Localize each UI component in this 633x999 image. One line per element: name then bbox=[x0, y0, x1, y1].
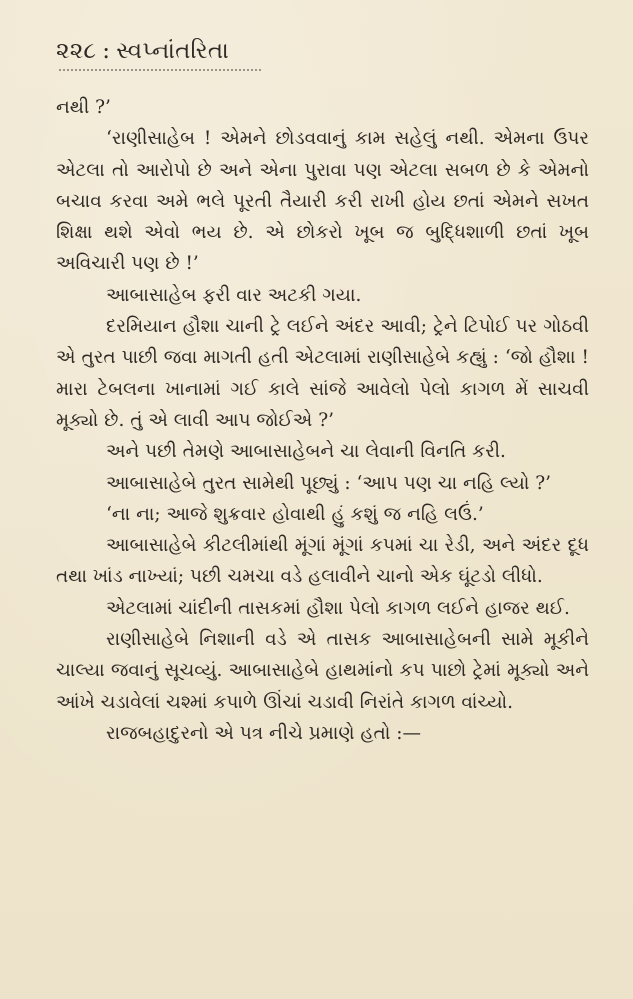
paragraph: અને પછી તેમણે આબાસાહેબને ચા લેવાની વિનતિ કરી. bbox=[106, 441, 506, 463]
header-separator: : bbox=[102, 38, 111, 64]
page-number: ૨૨૮ bbox=[56, 38, 97, 64]
paragraph: આબાસાહેબે કીટલીમાંથી મૂંગાં મૂંગાં કપમાં ચા રેડી, અને અંદર દૂધ તથા ખાંડ નાખ્યાં; પછી ચમચા વડે હલાવીને ચાનો એક ઘૂંટડો લીધો. bbox=[56, 535, 589, 588]
paragraph: રાજબહાદુરનો એ પત્ર નીચે પ્રમાણે હતો :— bbox=[106, 722, 422, 744]
paragraph: નથી ?’ bbox=[56, 97, 111, 118]
paragraph: આબાસાહેબ ફરી વાર અટકી ગયા. bbox=[106, 284, 362, 306]
header-dotted-rule bbox=[58, 68, 263, 74]
paragraph: ‘ના ના; આજે શુક્રવાર હોવાથી હું કશું જ નહિ લઉં.’ bbox=[106, 503, 484, 525]
paragraph: રાણીસાહેબે નિશાની વડે એ તાસક આબાસાહેબની સામે મૂકીને ચાલ્યા જવાનું સૂચવ્યું. આબાસાહેબે હાથમાંનો કપ પાછો ટ્રેમાં મૂક્યો અને આંખે ચડાવેલાં ચશ્માં કપાળે ઊંચાં ચડાવી નિરાંતે કાગળ વાંચ્યો. bbox=[56, 629, 589, 713]
paragraph: દરમિયાન હૌશા ચાની ટ્રે લઈને અંદર આવી; ટ્રેને ટિપોઈ પર ગોઠવી એ તુરત પાછી જવા માગતી હતી એટલામાં રાણીસાહેબે કહ્યું : ‘જો હૌશા ! મારા ટેબલના ખાનામાં ગઈ કાલે સાંજે આવેલો પેલો કાગળ મેં સાચવી મૂક્યો છે. તું એ લાવી આપ જોઈએ ?’ bbox=[56, 316, 589, 431]
book-title: સ્વપ્નાંતરિતા bbox=[116, 38, 229, 64]
running-header bbox=[56, 36, 589, 66]
paragraph: ‘રાણીસાહેબ ! એમને છોડવવાનું કામ સહેલું નથી. એમના ઉપર એટલા તો આરોપો છે અને એના પુરાવા પણ એટલા સબળ છે કે એમનો બચાવ કરવા અમે ભલે પૂરતી તૈયારી કરી રાખી હોય છતાં એમને સખત શિક્ષા થશે એવો ભય છે. એ છોકરો ખૂબ જ બુદ્ધિશાળી છતાં ખૂબ અવિચારી પણ છે !’ bbox=[56, 128, 589, 275]
body-text bbox=[56, 92, 589, 749]
paragraph: આબાસાહેબે તુરત સામેથી પૂછ્યું : ‘આપ પણ ચા નહિ લ્યો ?’ bbox=[106, 472, 552, 494]
paragraph: એટલામાં ચાંદીની તાસકમાં હૌશા પેલો કાગળ લઈને હાજર થઈ. bbox=[106, 597, 570, 619]
